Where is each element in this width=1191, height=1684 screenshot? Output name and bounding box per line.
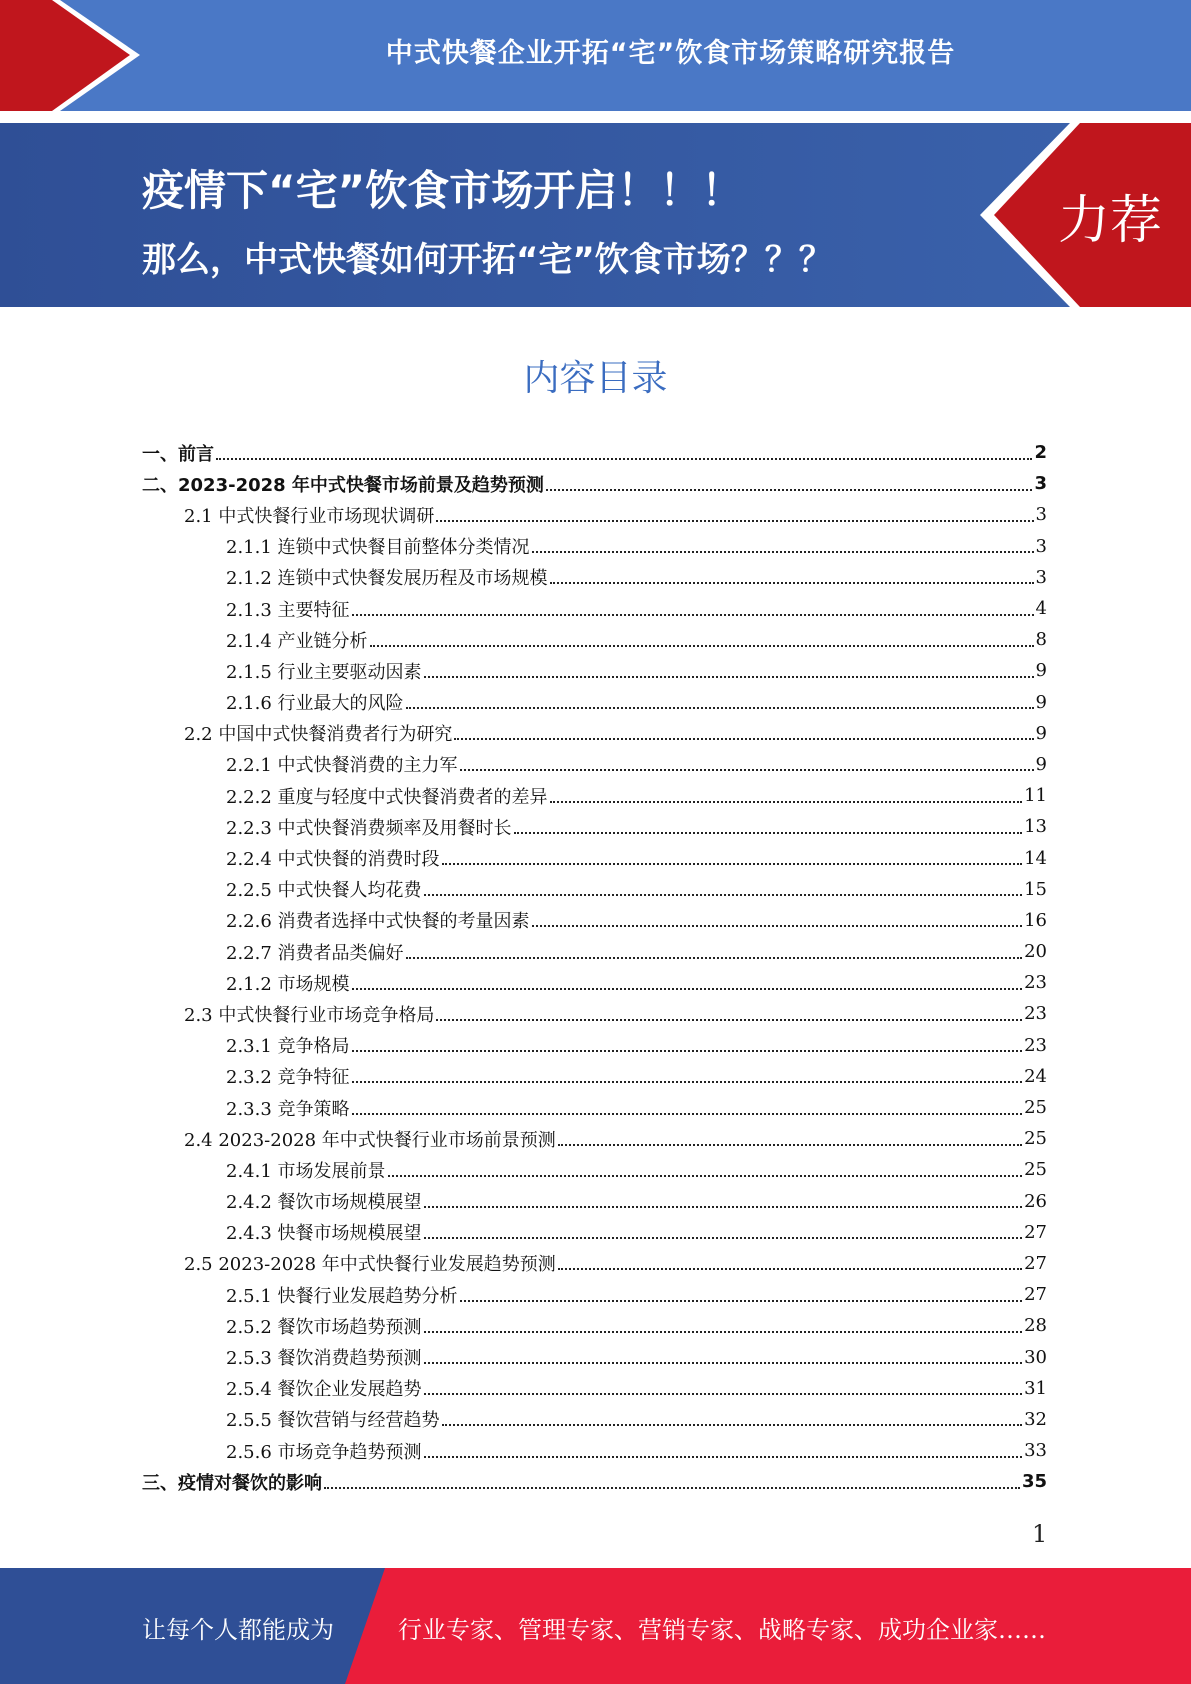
toc-entry[interactable] <box>142 718 1047 749</box>
toc-entry[interactable] <box>142 1030 1047 1061</box>
page-number: 1 <box>1032 1520 1048 1548</box>
toc-leader-dots <box>558 1268 1022 1270</box>
toc-leader-dots <box>460 1300 1023 1302</box>
toc-leader-dots <box>352 988 1023 990</box>
toc-entry-title: 2.3.3 竞争策略 <box>226 1098 350 1120</box>
toc-leader-dots <box>546 489 1033 491</box>
toc-entry-title: 2.2.1 中式快餐消费的主力军 <box>226 755 458 777</box>
toc-entry-title: 三、疫情对餐饮的影响 <box>142 1472 322 1494</box>
toc-leader-dots <box>424 1456 1023 1458</box>
toc-leader-dots <box>406 707 1034 709</box>
toc-entry-title: 2.5 2023-2028 年中式快餐行业发展趋势预测 <box>184 1254 556 1276</box>
toc-entry[interactable] <box>142 1373 1047 1404</box>
toc-leader-dots <box>442 863 1023 865</box>
toc-leader-dots <box>388 1175 1023 1177</box>
toc-entry-page: 30 <box>1024 1346 1047 1368</box>
toc-entry[interactable] <box>142 437 1047 468</box>
toc-leader-dots <box>216 458 1032 460</box>
toc-entry-title: 2.2 中国中式快餐消费者行为研究 <box>184 724 453 746</box>
toc-entry-title: 2.1 中式快餐行业市场现状调研 <box>184 505 435 527</box>
hero-headline: 疫情下“宅”饮食市场开启！！！ <box>142 166 744 215</box>
toc-entry[interactable] <box>142 1186 1047 1217</box>
toc-entry[interactable] <box>142 1279 1047 1310</box>
toc-entry[interactable] <box>142 562 1047 593</box>
toc-entry[interactable] <box>142 1435 1047 1466</box>
toc-leader-dots <box>424 1331 1023 1333</box>
toc-entry-page: 33 <box>1024 1440 1047 1462</box>
toc-entry[interactable] <box>142 468 1047 499</box>
toc-entry[interactable] <box>142 499 1047 530</box>
toc-leader-dots <box>424 1362 1023 1364</box>
toc-entry[interactable] <box>142 1123 1047 1154</box>
toc-leader-dots <box>352 1113 1023 1115</box>
toc-entry-page: 27 <box>1024 1221 1047 1243</box>
toc-entry-page: 35 <box>1021 1471 1047 1493</box>
toc-entry-title: 2.2.2 重度与轻度中式快餐消费者的差异 <box>226 786 548 808</box>
toc-entry[interactable] <box>142 811 1047 842</box>
toc-entry[interactable] <box>142 1092 1047 1123</box>
toc-entry-title: 2.1.2 连锁中式快餐发展历程及市场规模 <box>226 568 548 590</box>
toc-entry-title: 2.3.2 竞争特征 <box>226 1067 350 1089</box>
toc-entry-page: 32 <box>1024 1408 1047 1430</box>
toc-entry-title: 2.2.6 消费者选择中式快餐的考量因素 <box>226 911 530 933</box>
recommend-badge-label: 力荐 <box>1058 191 1163 251</box>
toc-leader-dots <box>514 832 1023 834</box>
toc-entry-title: 2.5.5 餐饮营销与经营趋势 <box>226 1410 440 1432</box>
toc-entry[interactable] <box>142 593 1047 624</box>
toc-entry-title: 2.5.6 市场竞争趋势预测 <box>226 1441 422 1463</box>
report-title: 中式快餐企业开拓“宅”饮食市场策略研究报告 <box>385 37 956 69</box>
toc-entry-page: 16 <box>1024 909 1047 931</box>
toc-entry-title: 2.4 2023-2028 年中式快餐行业市场前景预测 <box>184 1129 556 1151</box>
toc-leader-dots <box>442 1424 1023 1426</box>
toc-entry[interactable] <box>142 874 1047 905</box>
toc-entry-title: 2.2.4 中式快餐的消费时段 <box>226 849 440 871</box>
toc-entry-page: 23 <box>1024 972 1047 994</box>
toc-entry[interactable] <box>142 998 1047 1029</box>
toc-entry-title: 2.2.7 消费者品类偏好 <box>226 942 404 964</box>
toc-entry-page: 13 <box>1024 816 1047 838</box>
toc-entry-title: 2.2.5 中式快餐人均花费 <box>226 880 422 902</box>
toc-entry-page: 25 <box>1024 1159 1047 1181</box>
toc-entry[interactable] <box>142 687 1047 718</box>
toc-entry-page: 3 <box>1035 535 1047 557</box>
toc-leader-dots <box>532 925 1023 927</box>
toc-entry[interactable] <box>142 936 1047 967</box>
toc-leader-dots <box>324 1487 1020 1489</box>
toc-entry-title: 2.1.1 连锁中式快餐目前整体分类情况 <box>226 537 530 559</box>
toc-entry[interactable] <box>142 967 1047 998</box>
footer-slogan-right: 行业专家、管理专家、营销专家、战略专家、成功企业家…… <box>398 1616 1046 1644</box>
toc-entry[interactable] <box>142 749 1047 780</box>
toc-leader-dots <box>454 738 1033 740</box>
toc-leader-dots <box>424 1206 1023 1208</box>
toc-leader-dots <box>424 1237 1023 1239</box>
toc-entry[interactable] <box>142 531 1047 562</box>
toc-entry[interactable] <box>142 655 1047 686</box>
toc-entry-page: 14 <box>1024 847 1047 869</box>
toc-entry[interactable] <box>142 1217 1047 1248</box>
toc-entry-page: 15 <box>1024 878 1047 900</box>
toc-entry-page: 27 <box>1024 1252 1047 1274</box>
toc-entry[interactable] <box>142 624 1047 655</box>
toc-leader-dots <box>460 769 1034 771</box>
toc-entry-title: 2.3.1 竞争格局 <box>226 1036 350 1058</box>
toc-entry-title: 二、2023-2028 年中式快餐市场前景及趋势预测 <box>142 474 544 496</box>
toc-entry-title: 2.5.4 餐饮企业发展趋势 <box>226 1379 422 1401</box>
toc-entry[interactable] <box>142 1404 1047 1435</box>
toc-leader-dots <box>550 582 1034 584</box>
table-of-contents <box>142 437 1047 1497</box>
toc-entry-page: 23 <box>1024 1003 1047 1025</box>
toc-title: 内容目录 <box>523 358 668 399</box>
toc-entry[interactable] <box>142 1154 1047 1185</box>
toc-entry-title: 2.4.1 市场发展前景 <box>226 1160 386 1182</box>
toc-entry[interactable] <box>142 1061 1047 1092</box>
toc-entry-title: 2.4.3 快餐市场规模展望 <box>226 1223 422 1245</box>
toc-leader-dots <box>550 801 1023 803</box>
toc-entry-page: 11 <box>1024 785 1047 807</box>
toc-entry-page: 9 <box>1035 722 1047 744</box>
toc-entry[interactable] <box>142 842 1047 873</box>
toc-leader-dots <box>370 645 1034 647</box>
toc-leader-dots <box>436 1019 1022 1021</box>
toc-entry-title: 2.2.3 中式快餐消费频率及用餐时长 <box>226 817 512 839</box>
toc-entry-page: 8 <box>1035 629 1047 651</box>
toc-entry-title: 一、前言 <box>142 443 214 465</box>
toc-entry[interactable] <box>142 1310 1047 1341</box>
toc-entry-title: 2.4.2 餐饮市场规模展望 <box>226 1192 422 1214</box>
toc-entry-page: 24 <box>1024 1065 1047 1087</box>
toc-entry-page: 9 <box>1035 753 1047 775</box>
toc-entry-page: 28 <box>1024 1315 1047 1337</box>
toc-entry-title: 2.3 中式快餐行业市场竞争格局 <box>184 1004 435 1026</box>
toc-entry[interactable] <box>142 1466 1047 1497</box>
toc-entry-page: 3 <box>1035 566 1047 588</box>
toc-entry-page: 2 <box>1034 442 1047 464</box>
toc-leader-dots <box>424 676 1034 678</box>
toc-entry[interactable] <box>142 1341 1047 1372</box>
toc-entry-page: 23 <box>1024 1034 1047 1056</box>
toc-entry-page: 31 <box>1024 1377 1047 1399</box>
toc-entry-page: 25 <box>1024 1097 1047 1119</box>
toc-leader-dots <box>558 1144 1022 1146</box>
hero-subheadline: 那么，中式快餐如何开拓“宅”饮食市场？？？ <box>142 240 833 280</box>
toc-leader-dots <box>352 1050 1023 1052</box>
toc-entry-title: 2.1.5 行业主要驱动因素 <box>226 661 422 683</box>
toc-entry-title: 2.1.6 行业最大的风险 <box>226 693 404 715</box>
footer-slogan-left: 让每个人都能成为 <box>142 1616 334 1644</box>
toc-entry-title: 2.1.3 主要特征 <box>226 599 350 621</box>
toc-entry-page: 3 <box>1035 504 1047 526</box>
toc-entry-page: 26 <box>1024 1190 1047 1212</box>
toc-leader-dots <box>352 1081 1023 1083</box>
toc-entry-page: 9 <box>1035 691 1047 713</box>
toc-entry[interactable] <box>142 905 1047 936</box>
toc-leader-dots <box>532 551 1034 553</box>
toc-entry[interactable] <box>142 1248 1047 1279</box>
toc-entry-title: 2.1.2 市场规模 <box>226 973 350 995</box>
toc-entry-page: 9 <box>1035 660 1047 682</box>
toc-entry-title: 2.1.4 产业链分析 <box>226 630 368 652</box>
toc-leader-dots <box>424 894 1023 896</box>
red-arrow-decoration <box>0 0 150 111</box>
toc-leader-dots <box>406 957 1023 959</box>
toc-entry-title: 2.5.2 餐饮市场趋势预测 <box>226 1316 422 1338</box>
toc-entry-page: 25 <box>1024 1128 1047 1150</box>
toc-leader-dots <box>424 1393 1023 1395</box>
toc-leader-dots <box>436 520 1033 522</box>
toc-leader-dots <box>352 614 1034 616</box>
toc-entry-page: 4 <box>1035 598 1047 620</box>
toc-entry-page: 27 <box>1024 1284 1047 1306</box>
toc-entry-page: 3 <box>1034 473 1047 495</box>
toc-entry-title: 2.5.1 快餐行业发展趋势分析 <box>226 1285 458 1307</box>
toc-entry[interactable] <box>142 780 1047 811</box>
toc-entry-title: 2.5.3 餐饮消费趋势预测 <box>226 1348 422 1370</box>
toc-entry-page: 20 <box>1024 941 1047 963</box>
